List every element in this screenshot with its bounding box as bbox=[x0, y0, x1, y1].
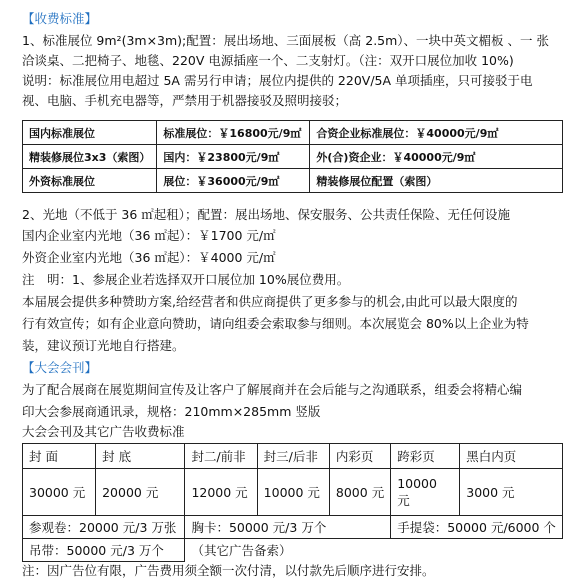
table-cell: 手提袋：50000 元/6000 个 bbox=[391, 516, 563, 539]
catalog-line-1: 为了配合展商在展览期间宣传及让客户了解展商并在会后能与之沟通联系，组委会将精心编 bbox=[22, 382, 523, 397]
table-row bbox=[23, 121, 563, 145]
raw-space-note: 注 明：1、参展企业若选择双开口展位加 10%展位费用。 bbox=[22, 272, 350, 287]
table-row bbox=[23, 539, 563, 562]
table-cell: 30000 元 bbox=[23, 469, 96, 516]
power-note-line-1: 说明：标准展位用电超过 5A 需另行申请；展位内提供的 220V/5A 单项插座，只可接驳于电 bbox=[22, 73, 533, 88]
ad-table-title: 大会会刊及其它广告收费标准 bbox=[22, 424, 185, 439]
raw-space-line-2: 国内企业室内光地（36 ㎡起）：￥1700 元/㎡ bbox=[22, 228, 276, 243]
table-cell: 国内：￥23800元/9㎡ bbox=[157, 145, 310, 169]
table-row bbox=[23, 145, 563, 169]
table-cell: 国内标准展位 bbox=[23, 121, 157, 145]
section-catalog-heading: 【大会会刊】 bbox=[22, 360, 98, 375]
power-note-line-2: 视、电脑、手机充电器等，严禁用于机器接驳及照明接驳； bbox=[22, 93, 348, 108]
table-header-cell: 跨彩页 bbox=[391, 444, 460, 469]
ad-price-table bbox=[22, 443, 563, 562]
table-cell: 精装修展位配置（索图） bbox=[310, 169, 563, 193]
table-cell: 展位：￥36000元/9㎡ bbox=[157, 169, 310, 193]
standard-booth-line-2: 洽谈桌、二把椅子、地毯、220V 电源插座一个、二支射灯。（注：双开口展位加收 10%) bbox=[22, 53, 514, 68]
section-fees-heading: 【收费标准】 bbox=[22, 11, 98, 26]
table-cell: 3000 元 bbox=[460, 469, 563, 516]
table-cell: 12000 元 bbox=[185, 469, 257, 516]
catalog-line-2: 印大会参展商通讯录，规格：210mm×285mm 竖版 bbox=[22, 404, 321, 419]
table-cell: 吊带：50000 元/3 万个 bbox=[23, 539, 185, 562]
table-header-cell: 内彩页 bbox=[329, 444, 390, 469]
table-cell: 8000 元 bbox=[329, 469, 390, 516]
table-row bbox=[23, 516, 563, 539]
table-row bbox=[23, 469, 563, 516]
table-cell: 10000 元 bbox=[257, 469, 329, 516]
table-header-cell: 封二/前非 bbox=[185, 444, 257, 469]
table-cell: 10000 元 bbox=[391, 469, 460, 516]
table-header-cell: 黑白内页 bbox=[460, 444, 563, 469]
table-cell: 标准展位：￥16800元/9㎡ bbox=[157, 121, 310, 145]
table-cell: 外资标准展位 bbox=[23, 169, 157, 193]
table-cell: 外(合)资企业：￥40000元/9㎡ bbox=[310, 145, 563, 169]
sponsor-line-3: 装，建议预订光地自行搭建。 bbox=[22, 338, 185, 353]
table-cell: （其它广告备索） bbox=[185, 539, 563, 562]
table-cell: 20000 元 bbox=[96, 469, 185, 516]
table-cell: 合资企业标准展位：￥40000元/9㎡ bbox=[310, 121, 563, 145]
table-row bbox=[23, 169, 563, 193]
booth-price-table bbox=[22, 120, 563, 193]
sponsor-line-2: 行有效宣传；如有企业意向赞助，请向组委会索取参与细则。本次展览会 80%以上企业为特 bbox=[22, 316, 529, 331]
raw-space-line-3: 外资企业室内光地（36 ㎡起）：￥4000 元/㎡ bbox=[22, 250, 276, 265]
table-cell: 胸卡：50000 元/3 万个 bbox=[185, 516, 391, 539]
table-cell: 精装修展位3x3（索图） bbox=[23, 145, 157, 169]
table-row bbox=[23, 444, 563, 469]
standard-booth-line-1: 1、标准展位 9m²(3m×3m);配置：展出场地、三面展板（高 2.5m）、一块中英文楣板 、一 张 bbox=[22, 33, 549, 48]
table-cell: 参观卷：20000 元/3 万张 bbox=[23, 516, 185, 539]
table-header-cell: 封 面 bbox=[23, 444, 96, 469]
table-header-cell: 封 底 bbox=[96, 444, 185, 469]
ad-payment-note: 注：因广告位有限，广告费用须全额一次付清，以付款先后顺序进行安排。 bbox=[22, 563, 435, 578]
raw-space-line-1: 2、光地（不低于 36 ㎡起租）；配置：展出场地、保安服务、公共责任保险、无任何设施 bbox=[22, 207, 511, 222]
table-header-cell: 封三/后非 bbox=[257, 444, 329, 469]
sponsor-line-1: 本届展会提供多种赞助方案,给经营者和供应商提供了更多参与的机会,由此可以最大限度的 bbox=[22, 294, 518, 309]
